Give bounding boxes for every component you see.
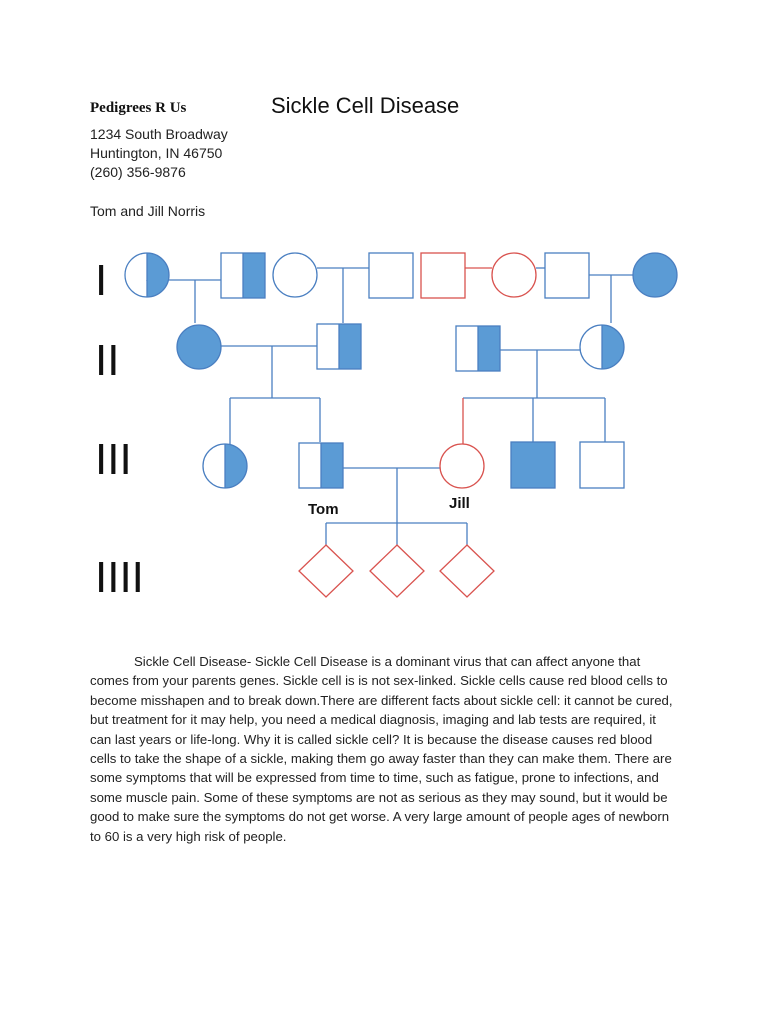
generation-label: I xyxy=(95,256,108,305)
gen2-male-carrier xyxy=(456,326,500,371)
gen1-female-red xyxy=(492,253,536,297)
address-city: Huntington, IN 46750 xyxy=(90,145,223,161)
gen2-male-carrier xyxy=(317,324,361,369)
gen1-male-red xyxy=(421,253,465,298)
tom-label: Tom xyxy=(308,501,339,518)
gen4-unknown-child xyxy=(299,545,353,597)
gen4-unknown-child xyxy=(440,545,494,597)
gen1-male-unaffected xyxy=(545,253,589,298)
generation-label: III xyxy=(95,435,132,484)
gen4-unknown-child xyxy=(370,545,424,597)
address-street: 1234 South Broadway xyxy=(90,126,228,142)
company-name: Pedigrees R Us xyxy=(90,100,187,116)
gen3-male-affected xyxy=(511,442,555,488)
description-paragraph: Sickle Cell Disease- Sickle Cell Disease is a dominant virus that can affect anyone that comes from your parents genes. Sickle cell is is not sex-linked. Sickle cells cause red blood cells to become misshapen and to break down.There are different facts about sickle cell: it cannot be cured, but treatment for it may help, you need a medical diagnosis, imaging and lab tests are required, it can last years or life-long. Why it is called sickle cell? It is because the disease causes red blood cells to take the shape of a sickle, making them go away faster than they can make them. There are some symptoms that will be expressed from time to time, such as fatigue, prone to infections, and some muscle pain. Some of these symptoms are not as serious as they may sound, but it would be good to make sure the symptoms do not get worse. A very large amount of people ages of newborn to 60 is a very high risk of people. xyxy=(90,654,673,844)
gen1-female-carrier xyxy=(125,253,169,297)
generation-label: IIII xyxy=(95,553,144,602)
jill-label: Jill xyxy=(449,495,470,512)
gen3-female-carrier xyxy=(203,444,247,488)
page-title: Sickle Cell Disease xyxy=(271,93,460,118)
jill-symbol xyxy=(440,444,484,488)
gen1-male-unaffected xyxy=(369,253,413,298)
gen1-male-carrier xyxy=(221,253,265,298)
gen3-male-unaffected xyxy=(580,442,624,488)
phone-number: (260) 356-9876 xyxy=(90,164,186,180)
generation-label: II xyxy=(95,336,120,385)
gen1-female-affected xyxy=(633,253,677,297)
gen2-female-affected xyxy=(177,325,221,369)
tom-symbol xyxy=(299,443,343,488)
gen2-female-carrier xyxy=(580,325,624,369)
family-name: Tom and Jill Norris xyxy=(90,203,206,219)
gen1-female-unaffected xyxy=(273,253,317,297)
